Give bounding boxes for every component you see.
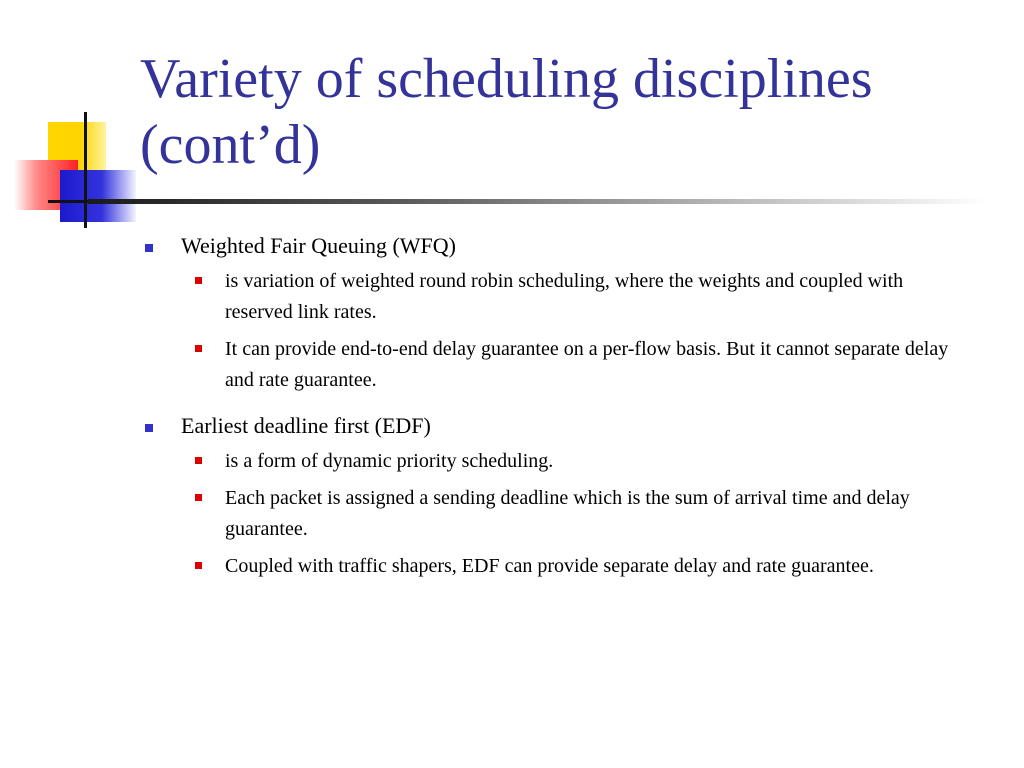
square-bullet-icon: [145, 424, 153, 432]
bullet-item-edf: [140, 412, 970, 440]
square-bullet-icon: [195, 494, 202, 501]
sub-bullet-text: Each packet is assigned a sending deadline which is the sum of arrival time and delay guarantee.: [225, 487, 910, 540]
square-bullet-icon: [145, 244, 153, 252]
square-bullet-icon: [195, 562, 202, 569]
square-bullet-icon: [195, 345, 202, 352]
decorative-vertical-line: [84, 112, 87, 228]
decorative-blue-square: [60, 170, 136, 222]
square-bullet-icon: [195, 457, 202, 464]
sub-bullet-text: Coupled with traffic shapers, EDF can provide separate delay and rate guarantee.: [225, 555, 874, 577]
bullet-text: Earliest deadline first (EDF): [181, 413, 431, 438]
sub-bullet-text: It can provide end-to-end delay guarantee on a per-flow basis. But it cannot separate delay and rate guarantee.: [225, 338, 949, 391]
title-underline-rule: [88, 199, 988, 204]
sub-bullet-item: [225, 266, 970, 328]
bullet-text: Weighted Fair Queuing (WFQ): [181, 233, 456, 258]
sub-bullet-item: [225, 334, 970, 396]
sub-bullet-text: is a form of dynamic priority scheduling.: [225, 450, 554, 472]
sub-bullet-item: [225, 483, 970, 545]
sub-bullet-item: [225, 551, 970, 582]
bullet-item-wfq: [140, 232, 970, 260]
square-bullet-icon: [195, 277, 202, 284]
sub-bullet-text: is variation of weighted round robin scheduling, where the weights and coupled with reserved link rates.: [225, 270, 904, 323]
slide-title: Variety of scheduling disciplines (cont’d): [140, 48, 873, 176]
sub-bullet-item: [225, 446, 970, 477]
slide-body: [140, 232, 970, 588]
